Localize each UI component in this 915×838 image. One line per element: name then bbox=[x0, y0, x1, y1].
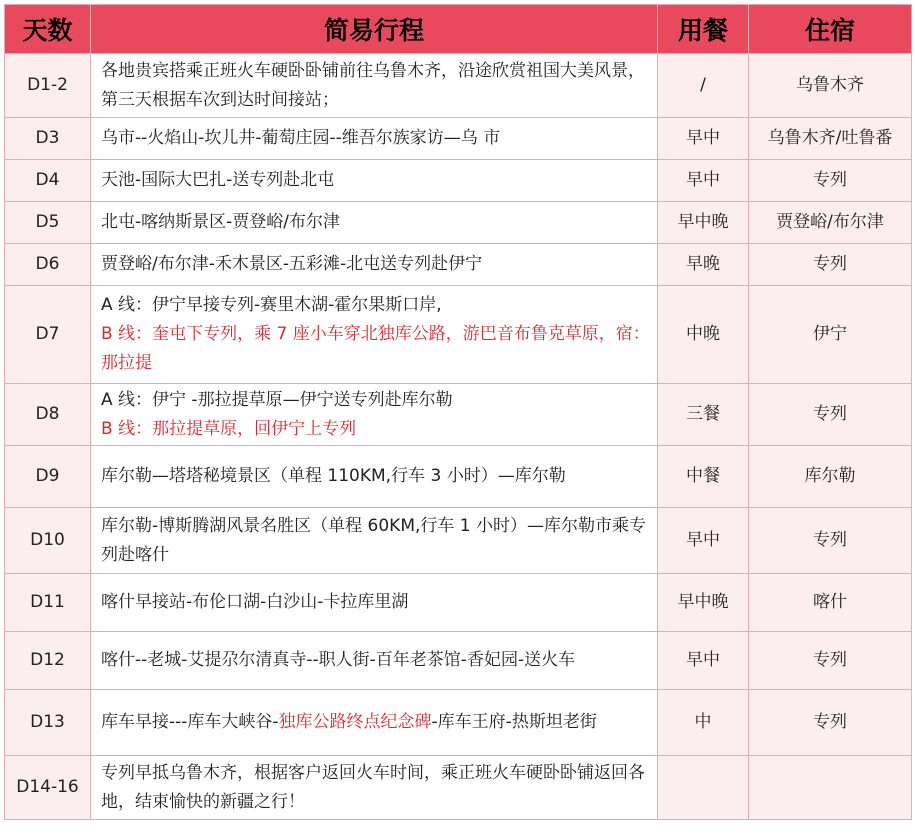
itinerary-text: B 线：奎屯下专列，乘 7 座小车穿北独库公路，游巴音布鲁克草原，宿：那拉提 bbox=[101, 324, 650, 373]
itinerary-text: 库尔勒-博斯腾湖风景名胜区（单程 60KM,行车 1 小时）—库尔勒市乘专列赴喀什 bbox=[101, 515, 647, 565]
itinerary-text: 库车早接---库车大峡谷- bbox=[101, 712, 279, 732]
itinerary-text: 乌市--火焰山-坎儿井-葡萄庄园--维吾尔族家访—乌 市 bbox=[101, 128, 501, 148]
meals-cell bbox=[658, 756, 749, 820]
itinerary-text: 独库公路终点纪念碑 bbox=[278, 712, 432, 732]
header-itinerary: 简易行程 bbox=[91, 5, 658, 54]
table-row bbox=[5, 202, 912, 244]
itinerary-text: 贾登峪/布尔津-禾木景区-五彩滩-北屯送专列赴伊宁 bbox=[101, 254, 483, 274]
meals-cell: 早中 bbox=[658, 632, 749, 690]
table-row bbox=[5, 574, 912, 632]
day-cell: D8 bbox=[5, 384, 91, 446]
day-cell: D1-2 bbox=[5, 54, 91, 118]
lodging-cell: 贾登峪/布尔津 bbox=[749, 202, 912, 244]
itinerary-text: 喀什--老城-艾提尕尔清真寺--职人街-百年老茶馆-香妃园-送火车 bbox=[101, 650, 576, 670]
header-row bbox=[5, 5, 912, 54]
table-row bbox=[5, 118, 912, 160]
itinerary-text: B 线：那拉提草原，回伊宁上专列 bbox=[101, 418, 357, 439]
day-cell: D6 bbox=[5, 244, 91, 286]
meals-cell: 早中 bbox=[658, 118, 749, 160]
itinerary-cell bbox=[91, 202, 658, 244]
itinerary-text: 专列早抵乌鲁木齐，根据客户返回火车时间，乘正班火车硬卧卧铺返回各地，结束愉快的新疆之行！ bbox=[101, 762, 645, 812]
table-row bbox=[5, 756, 912, 820]
header-lodging: 住宿 bbox=[749, 5, 912, 54]
itinerary-cell bbox=[91, 54, 658, 118]
meals-cell: 早中 bbox=[658, 160, 749, 202]
day-cell: D7 bbox=[5, 286, 91, 384]
lodging-cell: 乌鲁木齐/吐鲁番 bbox=[749, 118, 912, 160]
table-row bbox=[5, 384, 912, 446]
lodging-cell: 伊宁 bbox=[749, 286, 912, 384]
day-cell: D9 bbox=[5, 446, 91, 508]
meals-cell: 早晚 bbox=[658, 244, 749, 286]
day-cell: D13 bbox=[5, 690, 91, 756]
itinerary-cell bbox=[91, 286, 658, 384]
lodging-cell: 专列 bbox=[749, 508, 912, 574]
meals-cell: 中晚 bbox=[658, 286, 749, 384]
lodging-cell: 专列 bbox=[749, 384, 912, 446]
lodging-cell: 乌鲁木齐 bbox=[749, 54, 912, 118]
meals-cell: 早中 bbox=[658, 508, 749, 574]
itinerary-text: A 线：伊宁 -那拉提草原—伊宁送专列赴库尔勒 bbox=[101, 389, 453, 410]
day-cell: D4 bbox=[5, 160, 91, 202]
itinerary-text: 北屯-喀纳斯景区-贾登峪/布尔津 bbox=[101, 212, 340, 232]
day-cell: D14-16 bbox=[5, 756, 91, 820]
itinerary-table bbox=[4, 4, 912, 820]
itinerary-cell bbox=[91, 756, 658, 820]
table-row bbox=[5, 54, 912, 118]
meals-cell: 早中晚 bbox=[658, 574, 749, 632]
day-cell: D12 bbox=[5, 632, 91, 690]
table-row bbox=[5, 632, 912, 690]
lodging-cell: 喀什 bbox=[749, 574, 912, 632]
itinerary-cell bbox=[91, 574, 658, 632]
day-cell: D10 bbox=[5, 508, 91, 574]
meals-cell: 早中晚 bbox=[658, 202, 749, 244]
itinerary-cell bbox=[91, 632, 658, 690]
table-row bbox=[5, 690, 912, 756]
meals-cell: 三餐 bbox=[658, 384, 749, 446]
day-cell: D3 bbox=[5, 118, 91, 160]
header-day: 天数 bbox=[5, 5, 91, 54]
meals-cell: / bbox=[658, 54, 749, 118]
lodging-cell: 库尔勒 bbox=[749, 446, 912, 508]
table-row bbox=[5, 286, 912, 384]
itinerary-cell bbox=[91, 690, 658, 756]
table-row bbox=[5, 244, 912, 286]
itinerary-cell bbox=[91, 508, 658, 574]
itinerary-cell bbox=[91, 244, 658, 286]
table-row bbox=[5, 508, 912, 574]
header-meals: 用餐 bbox=[658, 5, 749, 54]
table-row bbox=[5, 160, 912, 202]
day-cell: D11 bbox=[5, 574, 91, 632]
meals-cell: 中 bbox=[658, 690, 749, 756]
lodging-cell: 专列 bbox=[749, 690, 912, 756]
lodging-cell bbox=[749, 756, 912, 820]
table-row bbox=[5, 446, 912, 508]
itinerary-text: 库尔勒—塔塔秘境景区（单程 110KM,行车 3 小时）—库尔勒 bbox=[101, 466, 566, 486]
itinerary-cell bbox=[91, 118, 658, 160]
itinerary-text: 各地贵宾搭乘正班火车硬卧卧铺前往乌鲁木齐，沿途欣赏祖国大美风景，第三天根据车次到达时间接站； bbox=[101, 60, 645, 110]
day-cell: D5 bbox=[5, 202, 91, 244]
itinerary-text: 喀什早接站-布伦口湖-白沙山-卡拉库里湖 bbox=[101, 592, 409, 612]
itinerary-cell bbox=[91, 160, 658, 202]
itinerary-text: -库车王府-热斯坦老街 bbox=[431, 712, 597, 732]
meals-cell: 中餐 bbox=[658, 446, 749, 508]
itinerary-text: A 线：伊宁早接专列-赛里木湖-霍尔果斯口岸, bbox=[101, 295, 442, 315]
itinerary-cell bbox=[91, 446, 658, 508]
lodging-cell: 专列 bbox=[749, 244, 912, 286]
lodging-cell: 专列 bbox=[749, 160, 912, 202]
itinerary-cell bbox=[91, 384, 658, 446]
lodging-cell: 专列 bbox=[749, 632, 912, 690]
itinerary-text: 天池-国际大巴扎-送专列赴北屯 bbox=[101, 170, 335, 190]
